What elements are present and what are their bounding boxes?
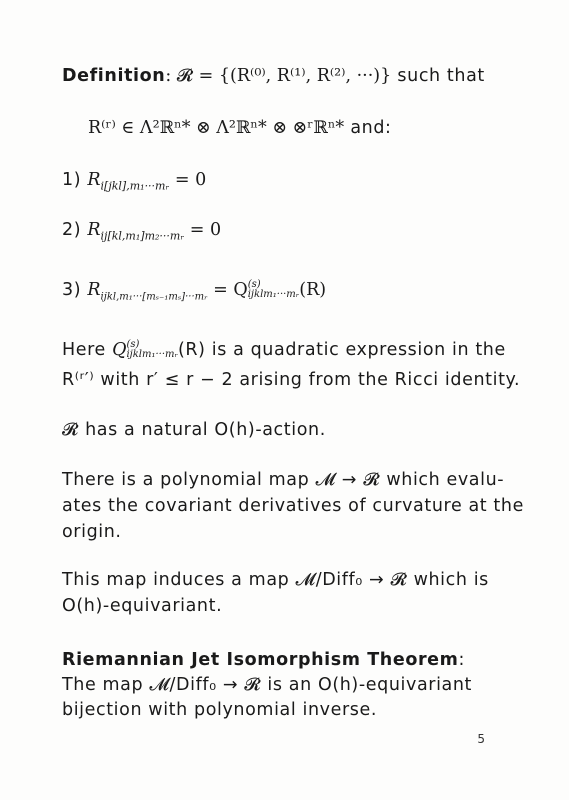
- theorem-text: bijection with polynomial inverse.: [62, 700, 378, 720]
- action-text: 𝓡 has a natural O(h)-action.: [62, 420, 326, 440]
- induces-line-2: [62, 598, 222, 616]
- definition-formula: : 𝓡 = {(R⁽⁰⁾, R⁽¹⁾, R⁽²⁾, ···)}: [165, 66, 392, 86]
- condition-formula: R: [87, 280, 101, 300]
- here-line-2-text: R⁽ʳ′⁾ with r′ ≤ r − 2 arising from the Ricci identity.: [62, 370, 521, 390]
- definition-label: Definition: [62, 66, 166, 86]
- induces-text: O(h)-equivariant.: [62, 596, 223, 616]
- condition-subscript: i[jkl],m₁···mᵣ: [100, 179, 170, 193]
- here-prefix: Here: [62, 340, 113, 360]
- theorem-title: Riemannian Jet Isomorphism Theorem: [62, 650, 459, 670]
- theorem-line-2: [62, 702, 377, 720]
- page-number: 5: [477, 732, 485, 746]
- condition-label: 3): [62, 280, 82, 300]
- theorem-line-1: [62, 677, 472, 695]
- here-line-2: [62, 372, 520, 390]
- condition-label: 1): [62, 170, 82, 190]
- condition-formula: R: [87, 170, 101, 190]
- here-line-1: [62, 340, 506, 360]
- poly-map-text: ates the covariant derivatives of curvature at the: [62, 496, 524, 516]
- definition-line: [62, 68, 485, 86]
- action-line: [62, 422, 326, 440]
- here-suffix: (R) is a quadratic expression in the: [177, 340, 506, 360]
- condition-subscript: ijkl,m₁···[mₛ₋₁mₛ]···mᵣ: [100, 291, 208, 303]
- condition-rhs: = 0: [184, 220, 222, 240]
- here-q-superscript: (s): [126, 339, 140, 350]
- here-q-subscript: ijklm₁···mᵣ: [126, 349, 178, 360]
- condition-formula: R: [87, 220, 101, 240]
- theorem-title-line: [62, 652, 465, 670]
- definition-line-2: [88, 120, 392, 138]
- condition-rhs-post: (R): [299, 280, 327, 300]
- condition-subscript: ij[kl,m₁]m₂···mᵣ: [100, 229, 185, 243]
- q-superscript: (s): [247, 279, 261, 290]
- definition-tail: such that: [391, 66, 485, 86]
- poly-map-line-3: [62, 524, 122, 542]
- condition-2: [62, 220, 222, 243]
- theorem-text: The map 𝓜/Diff₀ → 𝓡 is an O(h)-equivariant: [62, 675, 473, 695]
- poly-map-line-1: [62, 472, 504, 490]
- poly-map-text: There is a polynomial map 𝓜 → 𝓡 which evalu-: [62, 470, 505, 490]
- poly-map-text: origin.: [62, 522, 122, 542]
- condition-1: [62, 170, 207, 193]
- here-q: Q: [112, 340, 127, 360]
- induces-text: This map induces a map 𝓜/Diff₀ → 𝓡 which is: [62, 570, 489, 590]
- induces-line-1: [62, 572, 489, 590]
- definition-line2-formula: R⁽ʳ⁾ ∈ Λ²ℝⁿ* ⊗ Λ²ℝⁿ* ⊗ ⊗ʳℝⁿ*: [88, 118, 345, 138]
- definition-line2-tail: and:: [344, 118, 392, 138]
- here-q-scripts: [126, 340, 178, 360]
- theorem-colon: :: [458, 650, 465, 670]
- q-scripts: [248, 280, 300, 300]
- poly-map-line-2: [62, 498, 524, 516]
- condition-rhs: = 0: [169, 170, 207, 190]
- condition-3: [62, 279, 327, 303]
- condition-rhs: = Q: [207, 280, 248, 300]
- condition-label: 2): [62, 220, 82, 240]
- q-subscript: ijklm₁···mᵣ: [247, 289, 300, 300]
